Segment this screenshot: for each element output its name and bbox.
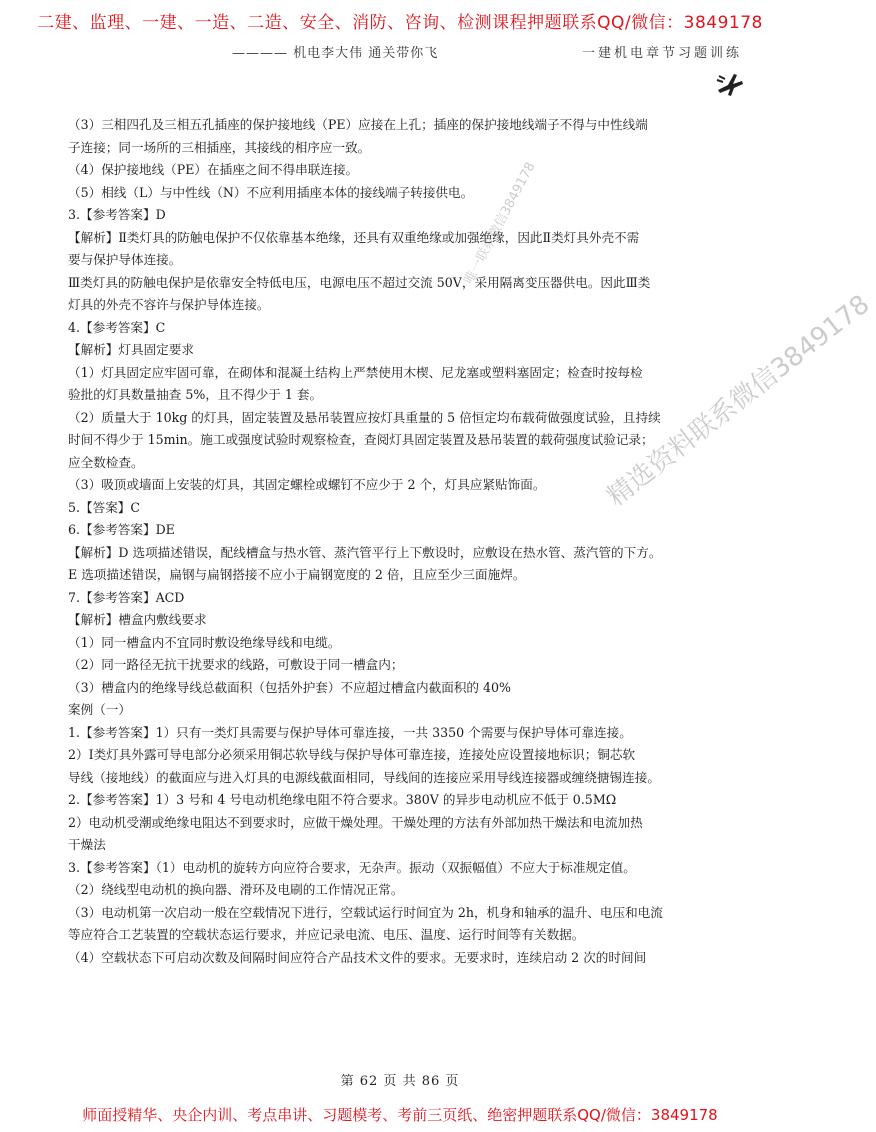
answer-heading: 7.【参考答案】ACD — [68, 589, 185, 605]
text-line: 时间不得少于 15min。施工或强度试验时观察检查，查阅灯具固定装置及悬吊装置的载荷强度试验记录； — [68, 432, 654, 447]
text-line: 【解析】Ⅱ类灯具的防触电保护不仅依靠基本绝缘，还具有双重绝缘或加强绝缘，因此Ⅱ类灯具外壳不需 — [68, 229, 640, 245]
text-line: （4）空载状态下可启动次数及间隔时间应符合产品技术文件的要求。无要求时，连续启动 2 次的时间间 — [68, 949, 647, 965]
text-line: 2）Ⅰ类灯具外露可导电部分必须采用铜芯软导线与保护导体可靠连接，连接处应设置接地标识；铜芯软 — [68, 747, 636, 762]
text-line: 灯具的外壳不容许与保护导体连接。 — [68, 297, 270, 312]
text-line: （3）槽盒内的绝缘导线总截面积（包括外护套）不应超过槽盒内截面积的 40% — [68, 679, 512, 695]
text-line: 验批的灯具数量抽查 5%，且不得少于 1 套。 — [68, 387, 323, 402]
text-line: Ⅲ类灯具的防触电保护是依靠安全特低电压，电源电压不超过交流 50V，采用隔离变压器供电。因此Ⅲ类 — [68, 274, 651, 290]
text-line: （2）绕线型电动机的换向器、滑环及电刷的工作情况正常。 — [68, 882, 404, 897]
text-line: 要与保护导体连接。 — [68, 252, 182, 267]
text-line: （1）灯具固定应牢固可靠，在砌体和混凝土结构上严禁使用木楔、尼龙塞或塑料塞固定；检查时按每检 — [68, 364, 643, 380]
text-line: （2）同一路径无抗干扰要求的线路，可敷设于同一槽盒内； — [68, 657, 404, 672]
text-line: （1）同一槽盒内不宜同时敷设绝缘导线和电缆。 — [68, 634, 341, 650]
header-author: ———— 机电李大伟 通关带你飞 — [232, 46, 439, 61]
answer-heading: 6.【参考答案】DE — [68, 522, 175, 537]
text-line: 应全数检查。 — [68, 454, 144, 470]
answer-heading: 3.【参考答案】（1）电动机的旋转方向应符合要求，无杂声。振动（双振幅值）不应大于标准规定值。 — [68, 859, 636, 875]
answer-heading: 2.【参考答案】1）3 号和 4 号电动机绝缘电阻不符合要求。380V 的异步电动机应不低于 0.5MΩ — [68, 792, 617, 807]
text-line: 【解析】槽盒内敷线要求 — [68, 612, 207, 627]
watermark-large: 精选资料联系微信3849178 — [601, 289, 876, 513]
answer-heading: 4.【参考答案】C — [68, 319, 166, 335]
answer-heading: 5.【答案】C — [68, 499, 141, 515]
text-line: 2）电动机受潮或绝缘电阻达不到要求时，应做干燥处理。干燥处理的方法有外部加热干燥法和电流加热 — [68, 814, 643, 830]
airplane-icon — [714, 68, 746, 100]
case-heading: 案例（一） — [68, 702, 131, 717]
page-number: 第 62 页 共 86 页 — [340, 1074, 460, 1089]
answer-heading: 3.【参考答案】D — [68, 207, 166, 222]
text-line: E 选项描述错误，扁钢与扁钢搭接不应小于扁钢宽度的 2 倍，且应至少三面施焊。 — [68, 567, 526, 582]
text-line: （3）吸顶或墙面上安装的灯具，其固定螺栓或螺钉不应少于 2 个，灯具应紧贴饰面。 — [68, 477, 546, 492]
text-line: （5）相线（L）与中性线（N）不应利用插座本体的接线端子转接供电。 — [68, 184, 474, 200]
watermark-small: 唯一联系微信3849178 — [461, 159, 539, 287]
text-line: 导线（接地线）的截面应与进入灯具的电源线截面相同，导线间的连接应采用导线连接器或缠绕搪锡连接。 — [68, 769, 660, 785]
header-title: 一建机电章节习题训练 — [581, 46, 742, 61]
text-line: 子连接；同一场所的三相插座，其接线的相序应一致。 — [68, 139, 371, 155]
promo-banner-top: 二建、监理、一建、一造、二造、安全、消防、咨询、检测课程押题联系QQ/微信：3849178 — [37, 13, 763, 33]
text-line: 【解析】D 选项描述错误，配线槽盒与热水管、蒸汽管平行上下敷设时，应敷设在热水管、蒸汽管的下方。 — [68, 544, 662, 560]
promo-banner-bottom: 师面授精华、央企内训、考点串讲、习题模考、考前三页纸、绝密押题联系QQ/微信：3849178 — [82, 1106, 718, 1124]
text-line: （4）保护接地线（PE）在插座之间不得串联连接。 — [68, 162, 359, 177]
answer-content — [68, 114, 736, 969]
text-line: 等应符合工艺装置的空载状态运行要求，并应记录电流、电压、温度、运行时间等有关数据。 — [68, 927, 585, 942]
text-line: 【解析】灯具固定要求 — [68, 342, 194, 357]
text-line: （3）电动机第一次启动一般在空载情况下进行，空载试运行时间宜为 2h，机身和轴承的温升、电压和电流 — [68, 904, 663, 920]
text-line: （2）质量大于 10kg 的灯具，固定装置及悬吊装置应按灯具重量的 5 倍恒定均布载荷做强度试验，且持续 — [68, 409, 661, 425]
text-line: 干燥法 — [68, 837, 106, 852]
text-line: （3）三相四孔及三相五孔插座的保护接地线（PE）应接在上孔；插座的保护接地线端子不得与中性线端 — [68, 117, 648, 132]
answer-heading: 1.【参考答案】1）只有一类灯具需要与保护导体可靠连接，一共 3350 个需要与保护导体可靠连接。 — [68, 724, 632, 740]
